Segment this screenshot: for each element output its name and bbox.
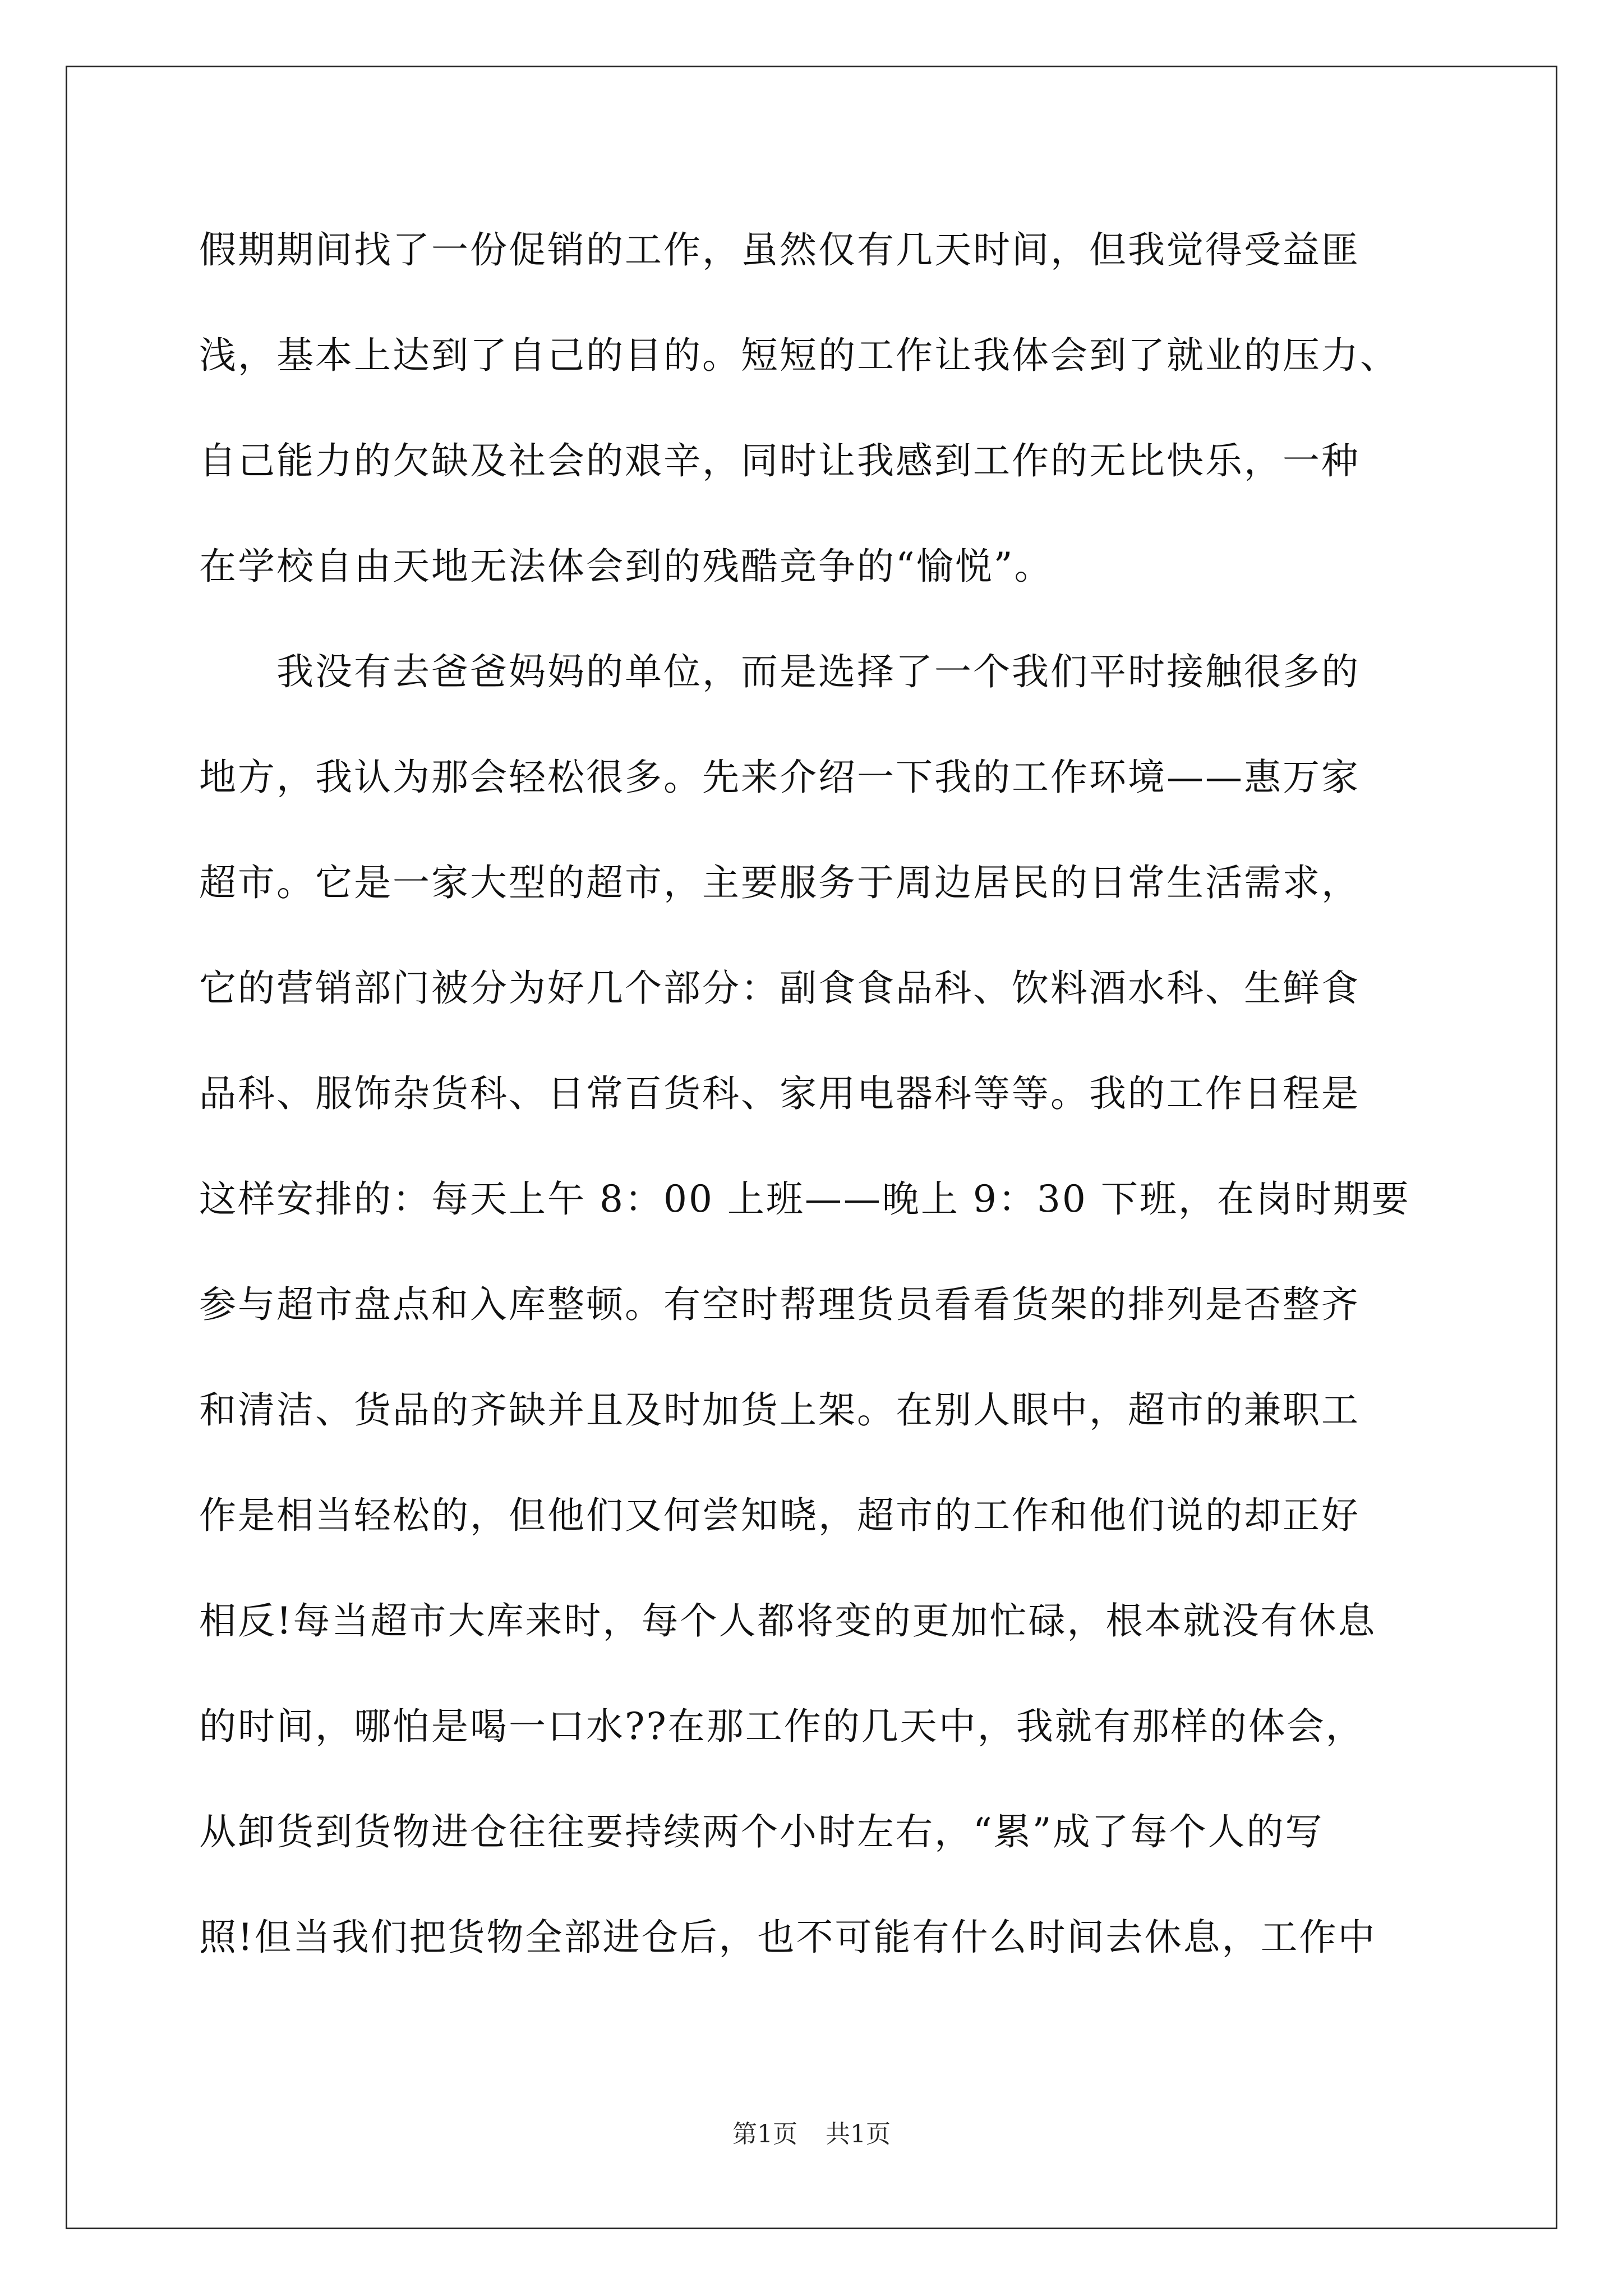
text-line: 在学校自由天地无法体会到的残酷竞争的“愉悦”。 xyxy=(199,545,1053,588)
text-line: 超市。它是一家大型的超市，主要服务于周边居民的日常生活需求， xyxy=(199,861,1360,904)
page-total: 共1页 xyxy=(826,2120,891,2148)
text-line: 参与超市盘点和入库整顿。有空时帮理货员看看货架的排列是否整齐 xyxy=(199,1283,1360,1326)
text-line: 和清洁、货品的齐缺并且及时加货上架。在别人眼中，超市的兼职工 xyxy=(199,1388,1360,1432)
text-line: 这样安排的：每天上午 8：00 上班——晚上 9：30 下班，在岗时期要 xyxy=(199,1177,1410,1221)
text-line: 浅，基本上达到了自己的目的。短短的工作让我体会到了就业的压力、 xyxy=(199,334,1399,377)
page-footer xyxy=(0,2118,1623,2151)
text-line: 从卸货到货物进仓往往要持续两个小时左右，“累”成了每个人的写 xyxy=(199,1810,1324,1853)
page-number: 第1页 xyxy=(732,2120,797,2148)
document-body xyxy=(199,197,1433,1990)
text-line: 照!但当我们把货物全部进仓后，也不可能有什么时间去休息，工作中 xyxy=(199,1916,1377,1959)
text-line: 相反!每当超市大库来时，每个人都将变的更加忙碌，根本就没有休息 xyxy=(199,1599,1377,1642)
text-line: 它的营销部门被分为好几个部分：副食食品科、饮料酒水科、生鲜食 xyxy=(199,967,1360,1010)
text-line: 作是相当轻松的，但他们又何尝知晓，超市的工作和他们说的却正好 xyxy=(199,1494,1360,1537)
text-line: 假期期间找了一份促销的工作，虽然仅有几天时间，但我觉得受益匪 xyxy=(199,228,1360,272)
text-line: 自己能力的欠缺及社会的艰辛，同时让我感到工作的无比快乐，一种 xyxy=(199,439,1360,482)
text-line: 品科、服饰杂货科、日常百货科、家用电器科等等。我的工作日程是 xyxy=(199,1072,1360,1115)
text-line: 我没有去爸爸妈妈的单位，而是选择了一个我们平时接触很多的 xyxy=(199,650,1360,693)
text-line: 的时间，哪怕是喝一口水??在那工作的几天中，我就有那样的体会， xyxy=(199,1705,1364,1748)
text-line: 地方，我认为那会轻松很多。先来介绍一下我的工作环境——惠万家 xyxy=(199,756,1360,799)
